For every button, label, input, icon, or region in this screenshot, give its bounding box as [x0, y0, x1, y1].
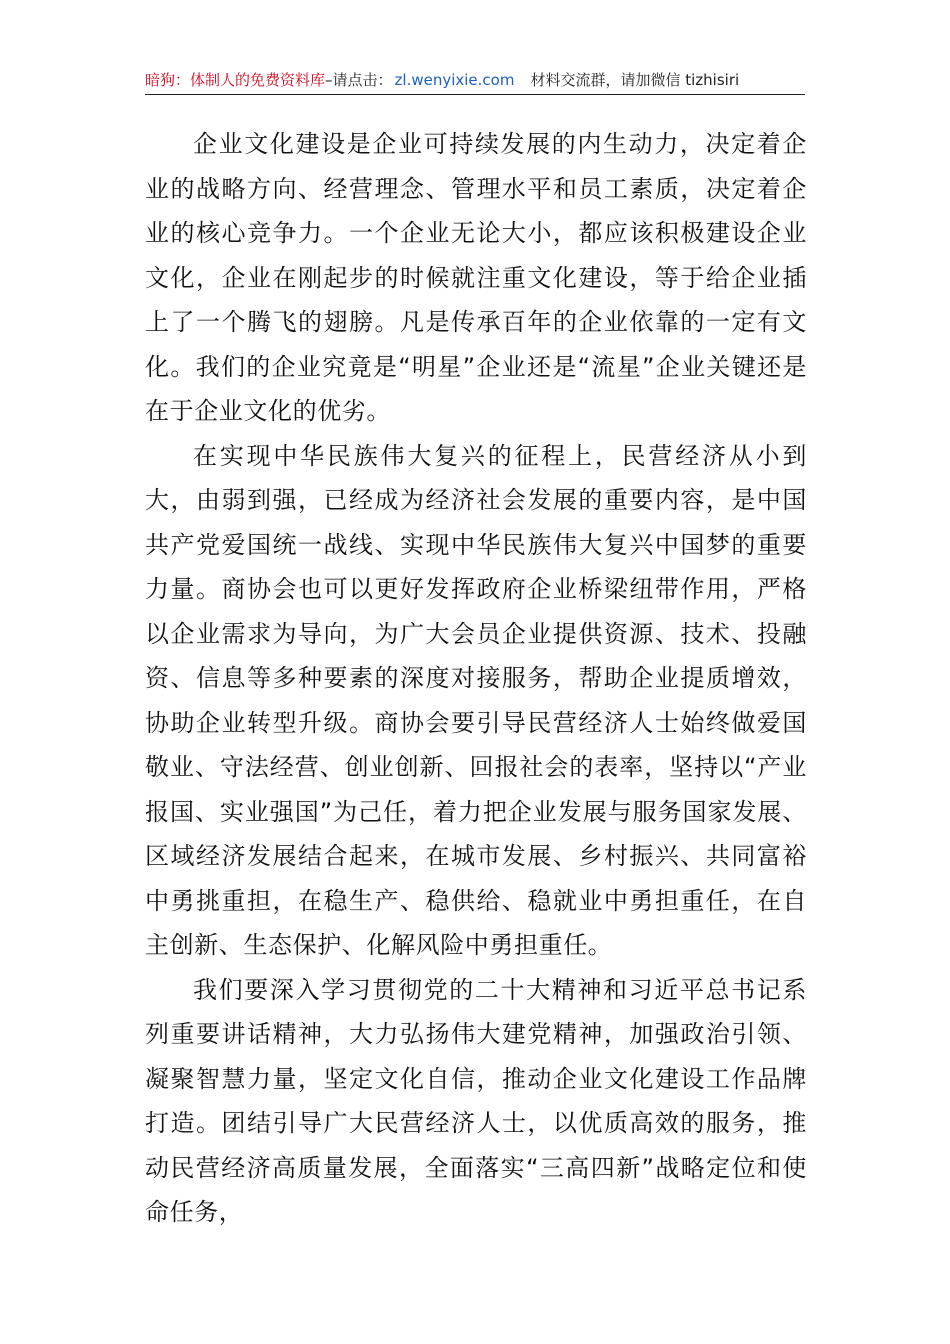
- header-link[interactable]: zl.wenyixie.com: [394, 71, 515, 89]
- header-prompt: –请点击：: [325, 71, 393, 89]
- paragraph-1: 企业文化建设是企业可持续发展的内生动力，决定着企业的战略方向、经营理念、管理水平和员工素质，决定着企业的核心竞争力。一个企业无论大小，都应该积极建设企业文化，企业在刚起步的时候就注重文化建设，等于给企业插上了一个腾飞的翅膀。凡是传承百年的企业依靠的一定有文化。我们的企业究竟是“明星”企业还是“流星”企业关键还是在于企业文化的优劣。: [145, 130, 807, 425]
- paragraph-2: 在实现中华民族伟大复兴的征程上，民营经济从小到大，由弱到强，已经成为经济社会发展的重要内容，是中国共产党爱国统一战线、实现中华民族伟大复兴中国梦的重要力量。商协会也可以更好发挥政府企业桥梁纽带作用，严格以企业需求为导向，为广大会员企业提供资源、技术、投融资、信息等多种要素的深度对接服务，帮助企业提质增效，协助企业转型升级。商协会要引导民营经济人士始终做爱国敬业、守法经营、创业创新、回报社会的表率，坚持以“产业报国、实业强国”为己任，着力把企业发展与服务国家发展、区域经济发展结合起来，在城市发展、乡村振兴、共同富裕中勇挑重担，在稳生产、稳供给、稳就业中勇担重任，在自主创新、生态保护、化解风险中勇担重任。: [145, 441, 807, 959]
- paragraph-3: 我们要深入学习贯彻党的二十大精神和习近平总书记系列重要讲话精神，大力弘扬伟大建党精神，加强政治引领、凝聚智慧力量，坚定文化自信，推动企业文化建设工作品牌打造。团结引导广大民营经济人士，以优质高效的服务，推动民营经济高质量发展，全面落实“三高四新”战略定位和使命任务，: [145, 975, 807, 1226]
- header-site-name: 暗狗：体制人的免费资料库: [145, 71, 326, 89]
- page-header: [145, 66, 805, 95]
- header-group-note: 材料交流群，请加微信 tizhisiri: [530, 71, 740, 89]
- document-body: [145, 122, 807, 1235]
